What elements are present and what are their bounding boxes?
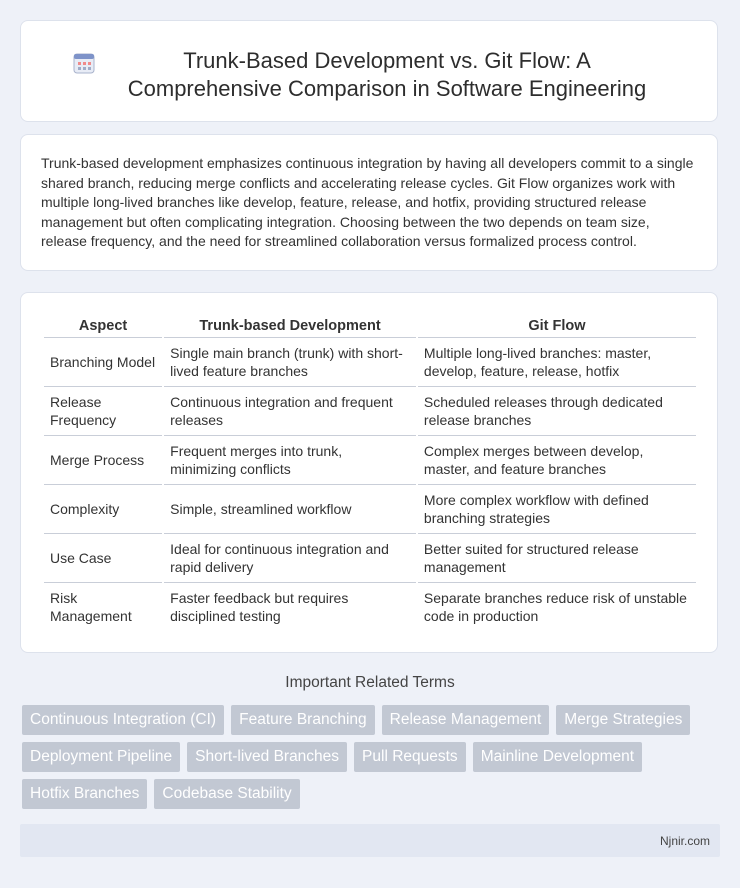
- table-cell: Separate branches reduce risk of unstable code in production: [423, 590, 687, 624]
- table-cell: Frequent merges into trunk, minimizing conflicts: [164, 436, 416, 485]
- related-term-tag[interactable]: Merge Strategies: [556, 705, 690, 735]
- related-term-tag[interactable]: Mainline Development: [473, 742, 642, 772]
- related-term-tag[interactable]: Pull Requests: [354, 742, 466, 772]
- table-cell: Branching Model: [44, 338, 162, 387]
- title-card: [20, 20, 718, 122]
- table-cell: Simple, streamlined workflow: [164, 485, 416, 534]
- table-cell: Risk Management: [50, 590, 132, 624]
- table-cell: Complex merges between develop, master, and feature branches: [418, 436, 696, 485]
- table-cell: More complex workflow with defined branching strategies: [418, 485, 696, 534]
- table-cell: Complexity: [44, 485, 162, 534]
- summary-text: Trunk-based development emphasizes continuous integration by having all developers commit to a single shared branch, reducing merge conflicts and accelerating release cycles. Git Flow organizes work with multiple long-lived branches like develop, feature, release, and hotfix, providing structured release management but often complicating integration. Choosing between the two depends on team size, release frequency, and the need for streamlined collaboration versus formalized process control.: [41, 155, 694, 249]
- summary-card: [20, 134, 718, 271]
- related-terms-heading: Important Related Terms: [285, 674, 455, 691]
- table-cell: Merge Process: [44, 436, 162, 485]
- related-term-tag[interactable]: Hotfix Branches: [22, 779, 147, 809]
- table-row: [44, 387, 696, 436]
- comparison-table: [42, 313, 698, 631]
- related-term-tag[interactable]: Codebase Stability: [154, 779, 299, 809]
- page-title: Trunk-Based Development vs. Git Flow: A Comprehensive Comparison in Software Engineering: [127, 48, 647, 101]
- table-cell: Single main branch (trunk) with short-lived feature branches: [164, 338, 416, 387]
- table-cell: Continuous integration and frequent releases: [164, 387, 416, 436]
- table-cell: Multiple long-lived branches: master, develop, feature, release, hotfix: [418, 338, 696, 387]
- table-cell: Scheduled releases through dedicated release branches: [418, 387, 696, 436]
- table-cell: Faster feedback but requires disciplined testing: [170, 590, 349, 624]
- related-term-tag[interactable]: Short-lived Branches: [187, 742, 347, 772]
- table-row: [44, 583, 696, 631]
- footer: [20, 824, 720, 857]
- column-header-trunk: Trunk-based Development: [164, 313, 416, 338]
- related-term-tag[interactable]: Deployment Pipeline: [22, 742, 180, 772]
- table-cell: Ideal for continuous integration and rapid delivery: [164, 534, 416, 583]
- related-terms-list: [22, 705, 712, 809]
- table-cell: Use Case: [44, 534, 162, 583]
- table-row: [44, 436, 696, 485]
- related-term-tag[interactable]: Continuous Integration (CI): [22, 705, 224, 735]
- table-row: [44, 534, 696, 583]
- related-term-tag[interactable]: Release Management: [382, 705, 550, 735]
- table-row: [44, 485, 696, 534]
- table-header-row: [44, 313, 696, 338]
- footer-source[interactable]: Njnir.com: [659, 834, 710, 848]
- table-cell: Release Frequency: [44, 387, 162, 436]
- table-cell: Better suited for structured release management: [418, 534, 696, 583]
- column-header-gitflow: Git Flow: [418, 313, 696, 338]
- comparison-card: [20, 292, 718, 653]
- table-row: [44, 338, 696, 387]
- calendar-icon: [71, 51, 97, 75]
- column-header-aspect: Aspect: [44, 313, 162, 338]
- related-term-tag[interactable]: Feature Branching: [231, 705, 375, 735]
